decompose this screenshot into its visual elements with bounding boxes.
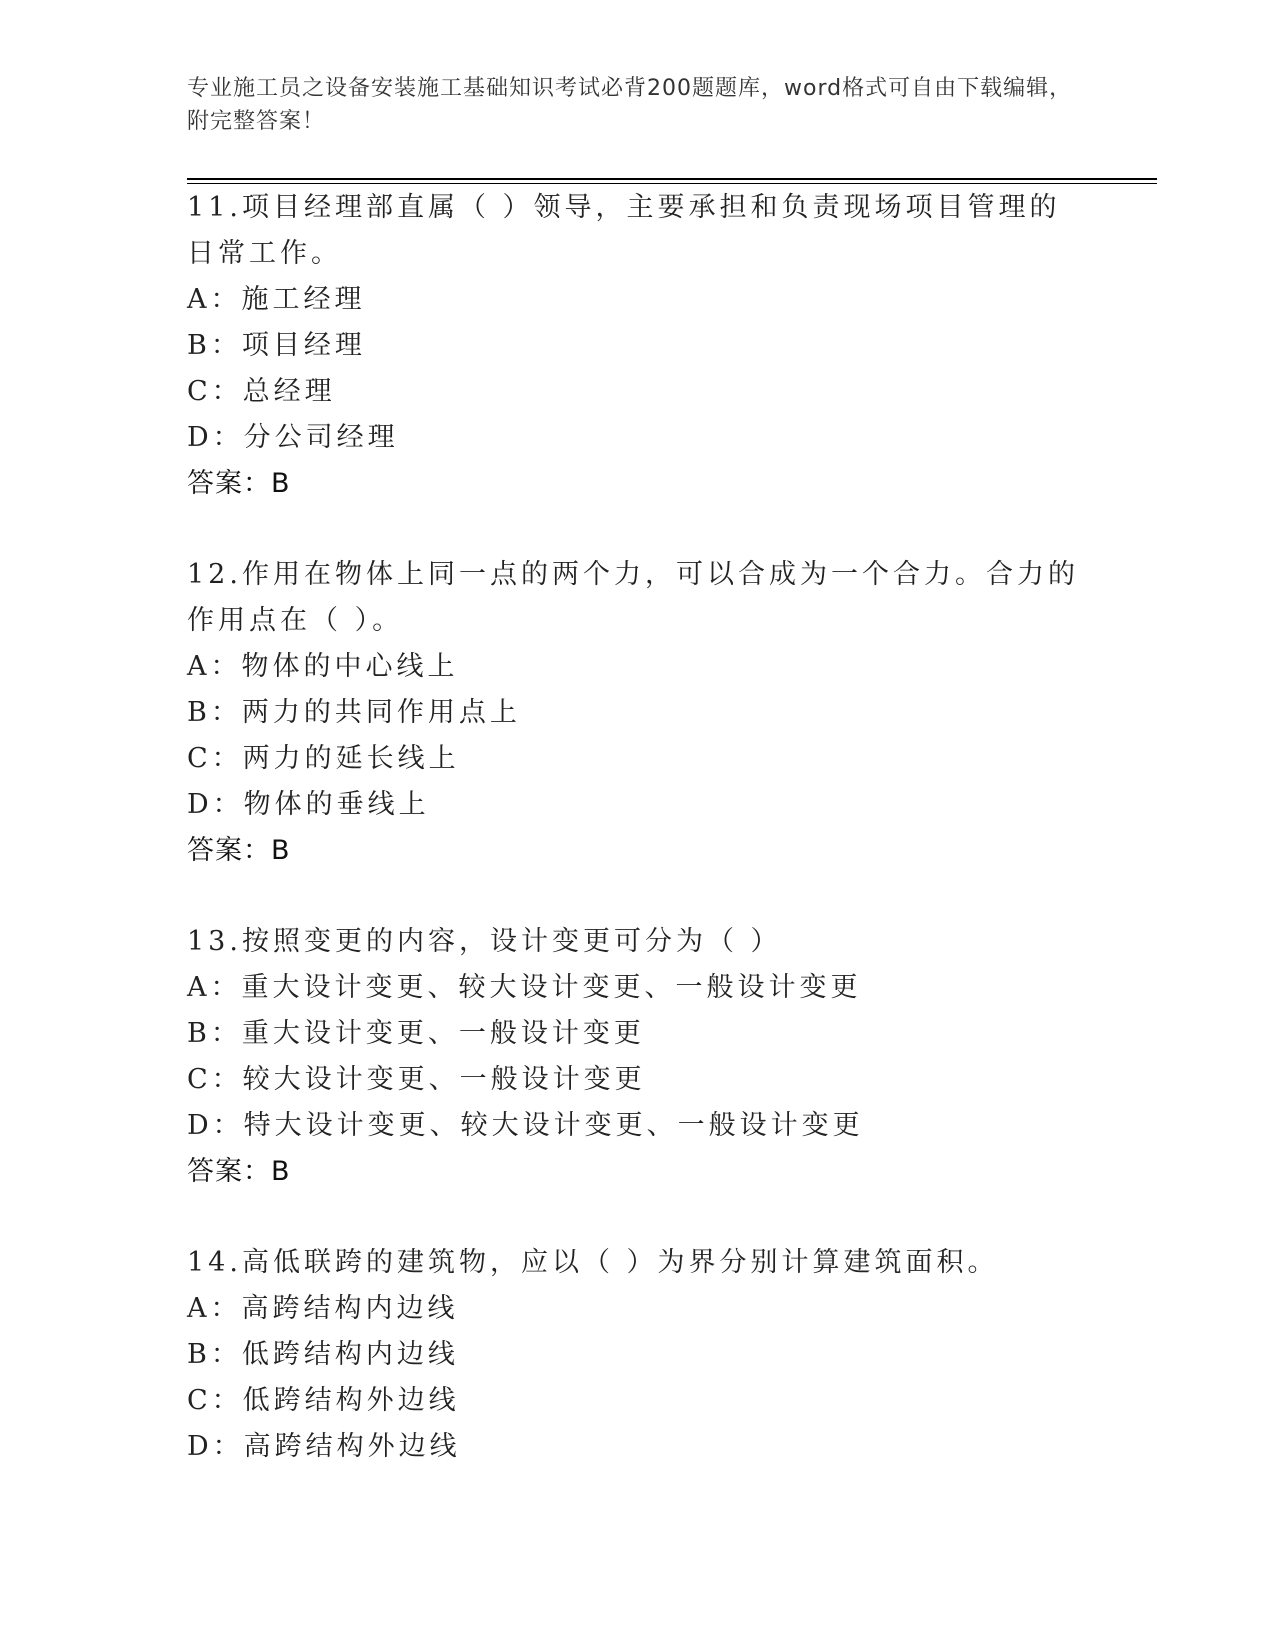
question-number: 12 . (187, 559, 242, 590)
option-b: B：两力的共同作用点上 (187, 697, 521, 728)
question-number: 13 . (187, 926, 242, 957)
option-d: D：物体的垂线上 (187, 789, 430, 820)
option-c: C：总经理 (187, 376, 336, 407)
question-stem (187, 1240, 1087, 1286)
question-stem (187, 185, 1087, 277)
document-header: 专业施工员之设备安装施工基础知识考试必背200题题库，word格式可自由下载编辑，附完整答案！ (187, 76, 1073, 134)
header-divider-thick (187, 178, 1157, 180)
question-stem (187, 552, 1087, 644)
question-text: 按照变更的内容，设计变更可分为（ ） (241, 926, 782, 957)
question-stem (187, 919, 1087, 965)
question-text: 高低联跨的建筑物，应以（ ）为界分别计算建筑面积。 (241, 1247, 999, 1278)
question-14 (187, 1240, 1087, 1470)
question-text: 作用在物体上同一点的两个力，可以合成为一个合力。合力的作用点在（ ）。 (187, 559, 1079, 636)
option-b: B：低跨结构内边线 (187, 1339, 459, 1370)
answer-line: 答案：B (187, 468, 291, 499)
option-d: D：分公司经理 (187, 422, 399, 453)
question-number: 11 . (187, 192, 242, 223)
question-11 (187, 185, 1087, 507)
option-b: B：项目经理 (187, 330, 366, 361)
option-d: D：高跨结构外边线 (187, 1431, 461, 1462)
header-divider-thin (187, 183, 1157, 184)
question-12 (187, 552, 1087, 874)
option-a: A：物体的中心线上 (187, 651, 459, 682)
option-d: D：特大设计变更、较大设计变更、一般设计变更 (187, 1110, 864, 1141)
answer-line: 答案：B (187, 835, 291, 866)
option-c: C：较大设计变更、一般设计变更 (187, 1064, 646, 1095)
option-c: C：低跨结构外边线 (187, 1385, 460, 1416)
option-c: C：两力的延长线上 (187, 743, 460, 774)
question-number: 14 . (187, 1247, 242, 1278)
question-text: 项目经理部直属（ ）领导，主要承担和负责现场项目管理的日常工作。 (187, 192, 1061, 269)
option-b: B：重大设计变更、一般设计变更 (187, 1018, 645, 1049)
answer-line: 答案：B (187, 1156, 291, 1187)
question-list (187, 185, 1087, 1515)
option-a: A：高跨结构内边线 (187, 1293, 459, 1324)
option-a: A：重大设计变更、较大设计变更、一般设计变更 (187, 972, 862, 1003)
question-13 (187, 919, 1087, 1195)
option-a: A：施工经理 (187, 284, 366, 315)
